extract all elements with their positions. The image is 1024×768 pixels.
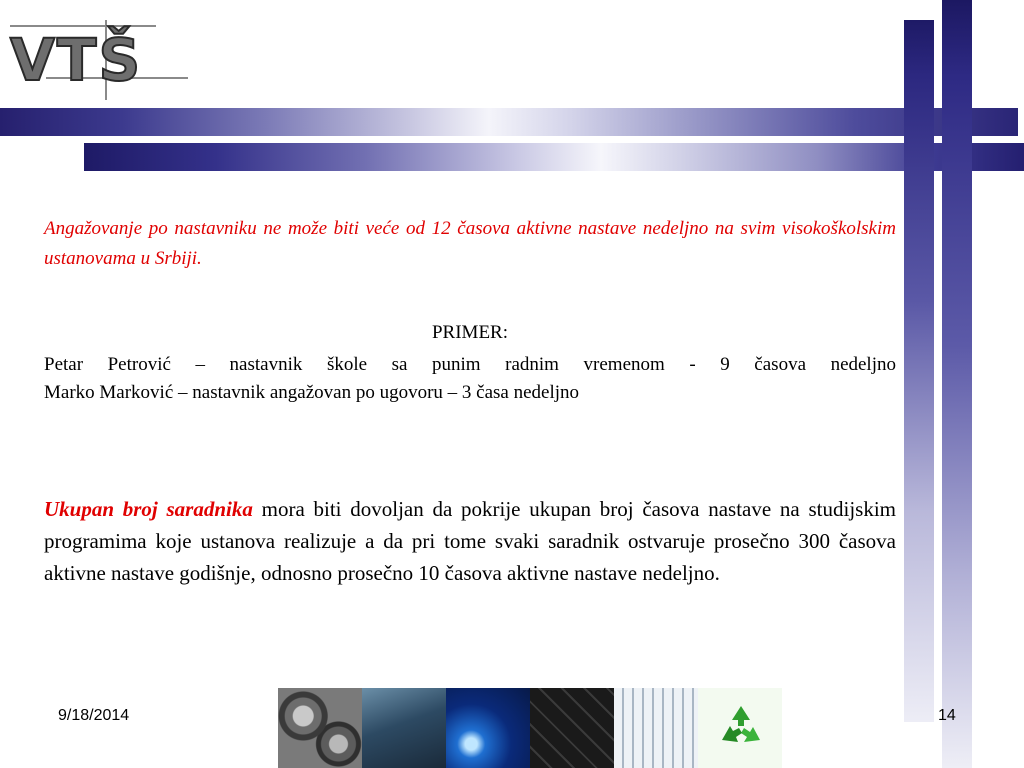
example-line-2: Marko Marković – nastavnik angažovan po ugovoru – 3 časa nedeljno	[44, 382, 580, 403]
recycle-icon	[716, 702, 766, 752]
engagement-limit-paragraph: Angažovanje po nastavniku ne može biti veće od 12 časova aktivne nastave nedeljno na svim visokoškolskim ustanovama u Srbiji.	[44, 218, 896, 269]
associates-text: mora biti dovoljan da pokrije ukupan broj časova nastave na studijskim programima koje ustanova realizuje a da pri tome svaki saradnik ostvaruje prosečno 300 časova aktivne nastave godišnje, odnosno prosečno 10 časova aktivne nastave nedeljno.	[44, 497, 897, 585]
recycle-image	[698, 688, 782, 768]
svg-text:VTŠ: VTŠ	[10, 26, 143, 94]
gears-image	[278, 688, 362, 768]
associates-paragraph	[44, 493, 896, 589]
example-title: PRIMER:	[431, 322, 509, 343]
header-bar-top	[0, 108, 1018, 136]
example-line-1: Petar Petrović – nastavnik škole sa punim radnim vremenom - 9 časova nedeljno	[44, 354, 896, 375]
side-bar-left	[904, 20, 934, 722]
fiber-optic-image	[446, 688, 530, 768]
keyboard-image	[530, 688, 614, 768]
glass-building-image	[614, 688, 698, 768]
header-bar-bottom	[84, 143, 1024, 171]
slide-number: 14	[938, 707, 956, 724]
associates-lead: Ukupan broj saradnika	[44, 497, 253, 521]
slide-date: 9/18/2014	[58, 707, 130, 724]
side-bar-right	[942, 0, 972, 768]
image-strip	[278, 688, 782, 768]
vts-logo	[6, 18, 192, 104]
city-image	[362, 688, 446, 768]
